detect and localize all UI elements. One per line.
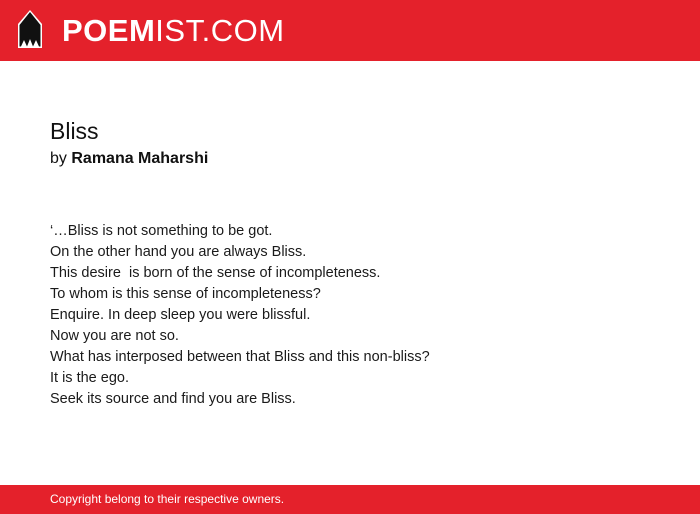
poem-title: Bliss xyxy=(50,118,99,144)
poem-author: Ramana Maharshi xyxy=(71,150,209,167)
site-logo-text xyxy=(62,10,285,52)
pencil-icon xyxy=(18,10,42,52)
copyright-text: Copyright belong to their respective owners. xyxy=(50,492,285,506)
poem-line: On the other hand you are always Bliss. xyxy=(50,244,307,260)
poem-line: It is the ego. xyxy=(50,370,129,386)
poem-content xyxy=(50,115,670,410)
logo-text-light: IST.COM xyxy=(155,13,285,48)
poem-line: What has interposed between that Bliss and this non-bliss? xyxy=(50,349,430,365)
poem-line: Now you are not so. xyxy=(50,328,179,344)
poem-line: ‘…Bliss is not something to be got. xyxy=(50,223,273,239)
poem-line: This desire is born of the sense of incompleteness. xyxy=(50,265,381,281)
byline-prefix: by xyxy=(50,150,67,167)
site-footer xyxy=(0,485,700,514)
poem-line: Seek its source and find you are Bliss. xyxy=(50,391,296,407)
site-header xyxy=(0,0,700,61)
logo-text-bold: POEM xyxy=(62,13,156,48)
poem-line: To whom is this sense of incompleteness? xyxy=(50,286,321,302)
poem-line: Enquire. In deep sleep you were blissful. xyxy=(50,307,311,323)
site-logo-link[interactable] xyxy=(18,10,285,52)
poem-body xyxy=(50,221,670,410)
poem-byline xyxy=(50,148,670,170)
